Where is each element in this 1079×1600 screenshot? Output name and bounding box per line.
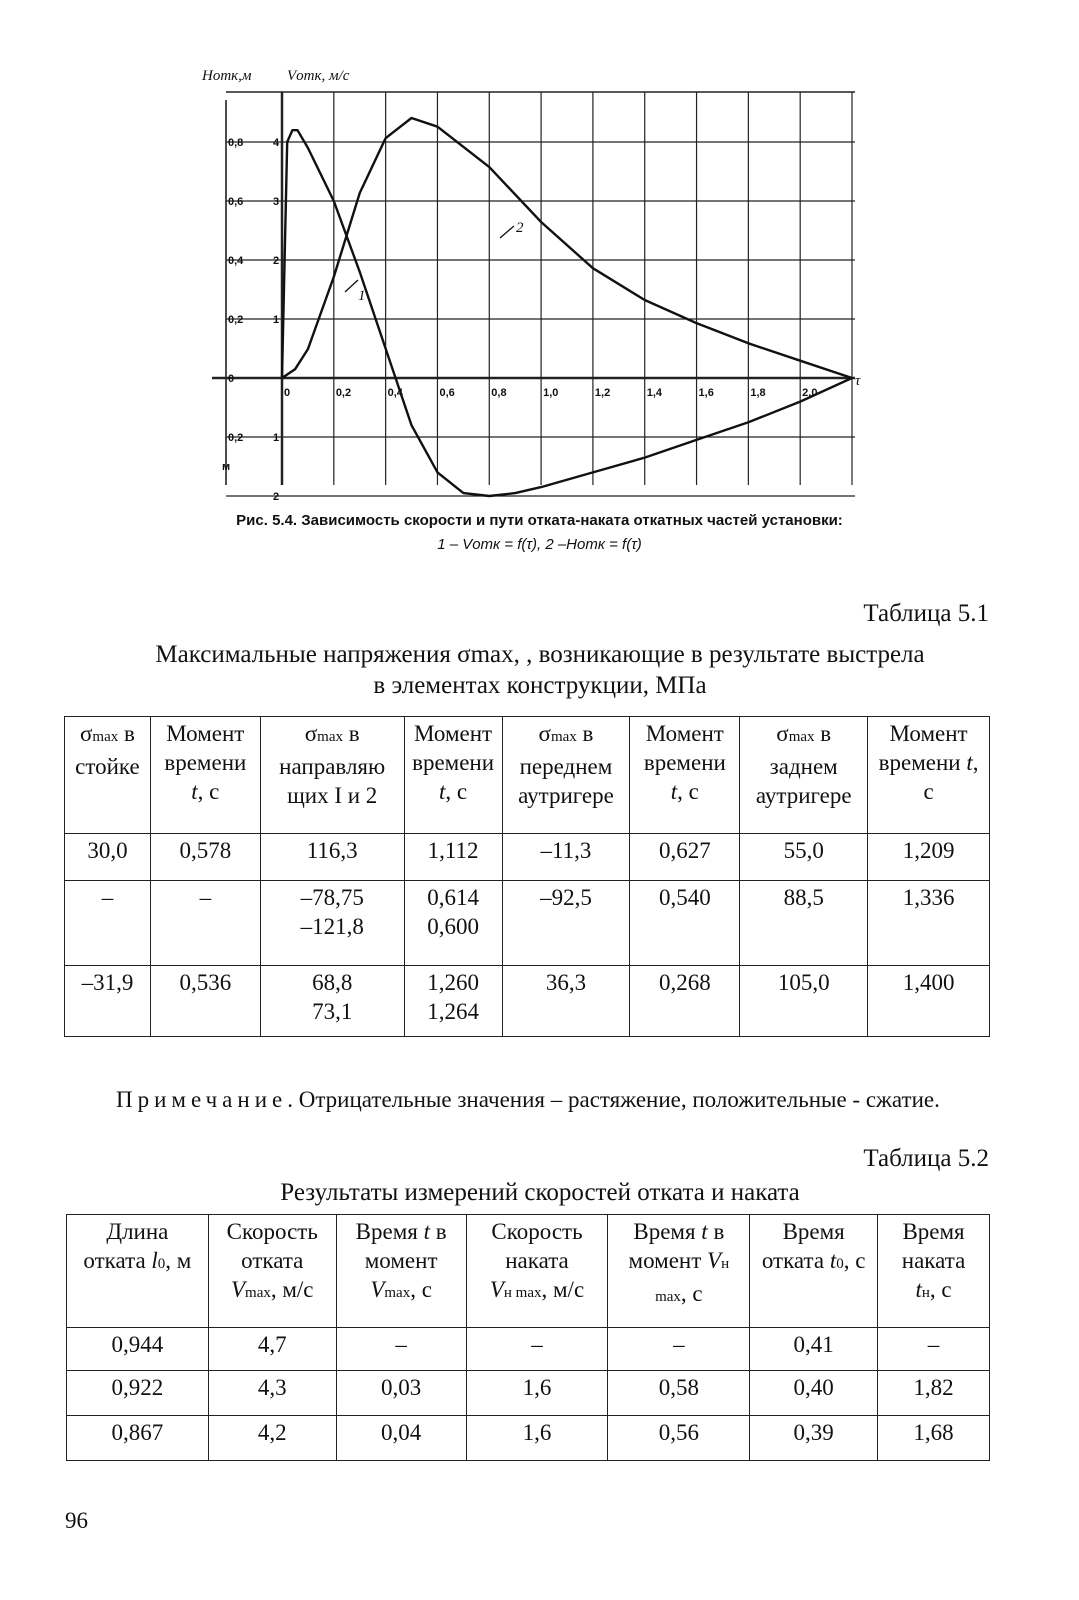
table2-cell: 1,68 xyxy=(878,1416,990,1461)
velocity-table xyxy=(66,1214,990,1461)
note-text: . Отрицательные значения – растяжение, положительные - сжатие. xyxy=(287,1087,940,1112)
table1-cell: –92,5 xyxy=(502,881,630,966)
y-tick-label-left: 0,6 xyxy=(228,196,244,208)
table1-row xyxy=(65,881,990,966)
table1-cell: 1,400 xyxy=(868,966,990,1037)
chart-grid xyxy=(212,92,855,496)
x-tick-label: 1,2 xyxy=(594,387,611,399)
x-tick-labels xyxy=(284,387,817,399)
table-note xyxy=(68,1085,1008,1115)
curve-label-1: 1 xyxy=(358,288,366,304)
table1-cell: 30,0 xyxy=(65,834,151,881)
y-axis-label-right: Vотк, м/с xyxy=(287,68,350,84)
y-tick-labels-left xyxy=(228,137,244,444)
table2-cell: 0,867 xyxy=(67,1416,209,1461)
figure-caption-line2: 1 – Vотк = f(τ), 2 –Hотк = f(τ) xyxy=(437,536,642,553)
page-number: 96 xyxy=(65,1508,88,1533)
table1-cell: 0,536 xyxy=(150,966,260,1037)
label-leader-2 xyxy=(500,226,514,238)
table1-cell: 36,3 xyxy=(502,966,630,1037)
unit-mark: м xyxy=(222,461,231,473)
table2-row xyxy=(67,1328,990,1371)
table1-header-2: σmax в направляю щих I и 2 xyxy=(260,717,404,834)
note-lead: Примечание xyxy=(116,1087,288,1112)
table1-title-line1: Максимальные напряжения σmax, , возникающие в результате выстрела xyxy=(155,641,925,668)
table2-row xyxy=(67,1371,990,1416)
table1-header-7: Момент времени t, с xyxy=(868,717,990,834)
table1-cell: – xyxy=(150,881,260,966)
table1-number: Таблица 5.1 xyxy=(863,600,989,627)
table2-cell: 0,944 xyxy=(67,1328,209,1371)
table2-cell: 4,2 xyxy=(208,1416,336,1461)
table1-cell: 1,112 xyxy=(404,834,502,881)
table1-cell: 105,0 xyxy=(740,966,868,1037)
table1-header-6: σmax в заднем аутригере xyxy=(740,717,868,834)
table2-cell: 4,3 xyxy=(208,1371,336,1416)
table2-cell: 1,6 xyxy=(466,1416,608,1461)
table1-cell: 1,336 xyxy=(868,881,990,966)
table2-cell: 1,82 xyxy=(878,1371,990,1416)
table2-cell: 0,04 xyxy=(336,1416,466,1461)
y-tick-label-left: 0,8 xyxy=(228,137,244,149)
table2-cell: – xyxy=(466,1328,608,1371)
table1-header-1: Момент времени t, с xyxy=(150,717,260,834)
x-tick-label: 1,0 xyxy=(543,387,559,399)
table1-cell: 0,268 xyxy=(630,966,740,1037)
table1-cell: 0,614 0,600 xyxy=(404,881,502,966)
table2-header-5: Время отката t0, с xyxy=(750,1215,878,1328)
table2-title: Результаты измерений скоростей отката и наката xyxy=(280,1179,800,1206)
table2-cell: 0,41 xyxy=(750,1328,878,1371)
table1-cell: –11,3 xyxy=(502,834,630,881)
table1-cell: – xyxy=(65,881,151,966)
table1-cell: 68,8 73,1 xyxy=(260,966,404,1037)
table2-header-2: Время t в момент Vmax, с xyxy=(336,1215,466,1328)
y-tick-label-left: 0,4 xyxy=(228,255,244,267)
table1-header-5: Момент времени t, с xyxy=(630,717,740,834)
table1-cell: 1,260 1,264 xyxy=(404,966,502,1037)
table2-header-0: Длина отката l0, м xyxy=(67,1215,209,1328)
y-tick-label-right: 1 xyxy=(273,314,280,326)
x-tick-label: 1,8 xyxy=(750,387,766,399)
table2-cell: 0,40 xyxy=(750,1371,878,1416)
table2-header-1: Скорость отката Vmax, м/с xyxy=(208,1215,336,1328)
table1-row xyxy=(65,966,990,1037)
table1-cell: –31,9 xyxy=(65,966,151,1037)
table2-cell: 4,7 xyxy=(208,1328,336,1371)
table1-cell: –78,75 –121,8 xyxy=(260,881,404,966)
table2-cell: – xyxy=(878,1328,990,1371)
y-tick-label-right: 2 xyxy=(273,255,280,267)
table2-cell: 1,6 xyxy=(466,1371,608,1416)
x-tick-label: 1,6 xyxy=(698,387,714,399)
table1-cell: 0,627 xyxy=(630,834,740,881)
y-tick-label-right: 3 xyxy=(273,196,280,208)
y-tick-label-right: 1 xyxy=(273,432,280,444)
table1-cell: 55,0 xyxy=(740,834,868,881)
chart-curves xyxy=(282,118,852,496)
label-leader-1 xyxy=(345,280,358,292)
y-tick-label-left: 0 xyxy=(228,373,235,385)
table1-header-3: Момент времени t, с xyxy=(404,717,502,834)
stress-table xyxy=(64,716,990,1037)
x-tick-label: 0,2 xyxy=(335,387,352,399)
table1-title-line2: в элементах конструкции, МПа xyxy=(373,672,707,699)
table1-header-4: σmax в переднем аутригере xyxy=(502,717,630,834)
curve-label-2: 2 xyxy=(516,220,524,236)
y-tick-label-right: 4 xyxy=(273,137,280,149)
y-tick-label-left: 0,2 xyxy=(228,432,244,444)
table2-number: Таблица 5.2 xyxy=(863,1145,989,1172)
recoil-chart xyxy=(0,0,1079,560)
x-tick-label: 0,8 xyxy=(491,387,507,399)
table1-cell: 88,5 xyxy=(740,881,868,966)
table1-cell: 1,209 xyxy=(868,834,990,881)
series-line-2 xyxy=(282,118,852,378)
table2-cell: – xyxy=(336,1328,466,1371)
table2-row xyxy=(67,1416,990,1461)
table2-cell: – xyxy=(608,1328,750,1371)
x-tick-label: 2,0 xyxy=(802,387,818,399)
table1-header-0: σmax в стойке xyxy=(65,717,151,834)
x-tick-label: 0,6 xyxy=(439,387,455,399)
table2-cell: 0,03 xyxy=(336,1371,466,1416)
x-tick-label: 1,4 xyxy=(646,387,663,399)
y-tick-label-left: 0,2 xyxy=(228,314,244,326)
table2-cell: 0,58 xyxy=(608,1371,750,1416)
table1-cell: 116,3 xyxy=(260,834,404,881)
table1-row xyxy=(65,834,990,881)
x-axis-label: τ xyxy=(855,373,861,389)
x-tick-label: 0,4 xyxy=(387,387,403,399)
x-tick-label: 0 xyxy=(284,387,291,399)
table2-header-6: Время наката tн, с xyxy=(878,1215,990,1328)
series-line-1 xyxy=(282,130,852,496)
table2-header-4: Время t в момент Vн max, с xyxy=(608,1215,750,1328)
y-tick-label-right: 2 xyxy=(273,491,280,503)
y-tick-labels-right xyxy=(273,137,280,503)
figure-caption-line1: Рис. 5.4. Зависимость скорости и пути отката-наката откатных частей установки: xyxy=(236,512,843,529)
table2-cell: 0,922 xyxy=(67,1371,209,1416)
table2-header-3: Скорость наката Vн max, м/с xyxy=(466,1215,608,1328)
table2-cell: 0,56 xyxy=(608,1416,750,1461)
table1-cell: 0,540 xyxy=(630,881,740,966)
table2-cell: 0,39 xyxy=(750,1416,878,1461)
table1-cell: 0,578 xyxy=(150,834,260,881)
y-axis-label-left: Hотк,м xyxy=(202,68,252,84)
